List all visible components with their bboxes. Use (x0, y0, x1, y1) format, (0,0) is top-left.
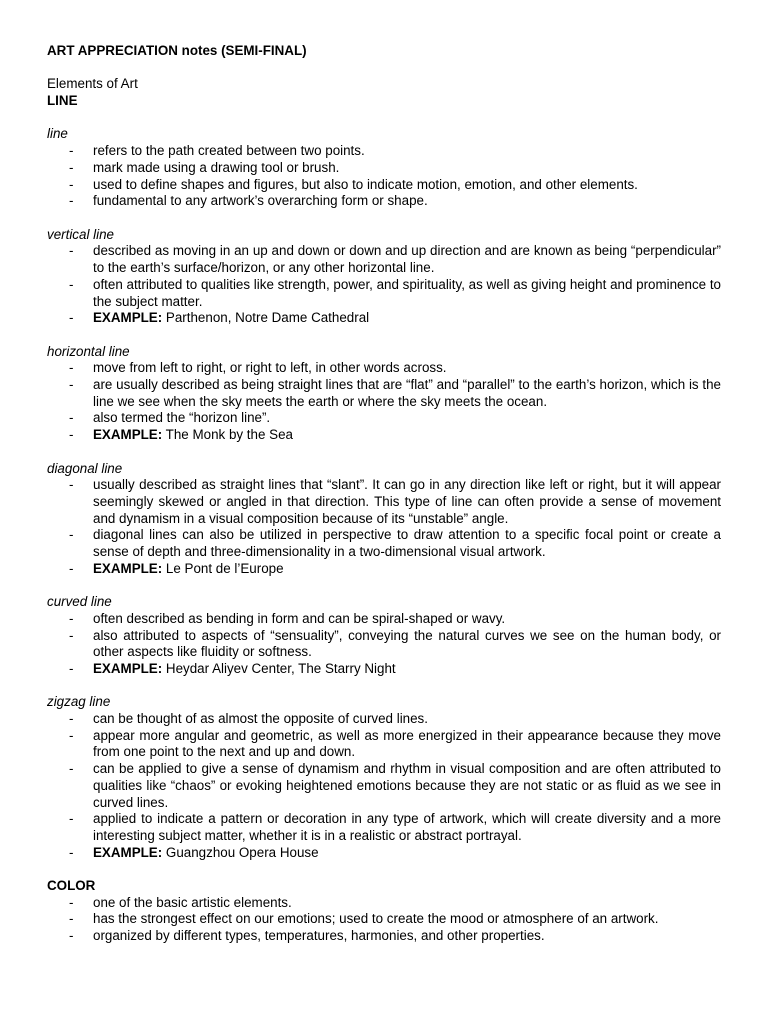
subsection-title: zigzag line (47, 694, 111, 710)
list-item-text: also attributed to aspects of “sensuality”, conveying the natural curves we see on the human body, or other aspects like fluidity or softness. (93, 627, 721, 660)
spacer (47, 678, 721, 695)
dash-bullet: - (69, 143, 74, 159)
dash-bullet: - (69, 627, 74, 643)
subsection-title: vertical line (47, 226, 114, 242)
list-item-text: Heydar Aliyev Center, The Starry Night (162, 660, 396, 676)
dash-bullet: - (69, 844, 74, 860)
subsection-title: horizontal line (47, 343, 130, 359)
list-item-text: organized by different types, temperatures, harmonies, and other properties. (93, 928, 545, 944)
subsection-title: diagonal line (47, 460, 123, 476)
section-heading: LINE (47, 93, 78, 109)
list-item-text: are usually described as being straight lines that are “flat” and “parallel” to the earth’s horizon, which is the line we see when the sky meets the earth or where the sky meets the ocean. (93, 377, 721, 409)
list-item (47, 277, 721, 310)
spacer (47, 210, 721, 227)
list-item-text: appear more angular and geometric, as well as more energized in their appearance because they move from one point to the next and up and down. (93, 727, 721, 760)
dash-bullet: - (69, 928, 74, 944)
list-item-text: can be applied to give a sense of dynamism and rhythm in visual composition and are often attributed to qualities like “chaos” or evoking heightened emotions because they are not static or as fluid as we see in curved lines. (93, 761, 721, 810)
section-heading: COLOR (47, 878, 96, 894)
list-item-text: one of the basic artistic elements. (93, 894, 292, 910)
list-item (47, 160, 721, 177)
list-item-text: Guangzhou Opera House (162, 844, 319, 860)
list-item-text: The Monk by the Sea (162, 427, 293, 443)
list-item (47, 360, 721, 377)
dash-bullet: - (69, 610, 74, 626)
list-item (47, 143, 721, 160)
dash-bullet: - (69, 243, 74, 259)
list-item-text: often attributed to qualities like strength, power, and spirituality, as well as giving height and prominence to the subject matter. (93, 276, 721, 309)
list-item (47, 761, 721, 811)
list-item (47, 911, 721, 928)
list-item (47, 661, 721, 678)
bullet-list (47, 895, 721, 945)
list-item-text: described as moving in an up and down or down and up direction and are known as being “perpendicular” to the earth’s surface/horizon, or any other horizontal line. (93, 243, 721, 276)
list-item (47, 811, 721, 844)
dash-bullet: - (69, 410, 74, 426)
list-item-text: Le Pont de l’Europe (162, 560, 284, 576)
list-item (47, 928, 721, 945)
dash-bullet: - (69, 159, 74, 175)
list-item (47, 895, 721, 912)
list-item (47, 243, 721, 276)
list-item-text: usually described as straight lines that “slant”. It can go in any direction like left or right, but it will appear seemingly skewed or angled in that direction. This type of line can often provide a sense of movement and dynamism in a visual composition because of its “unstable” angle. (93, 477, 721, 526)
dash-bullet: - (69, 711, 74, 727)
example-label: EXAMPLE: (93, 560, 163, 576)
bullet-list (47, 360, 721, 444)
list-item-text: often described as bending in form and can be spiral-shaped or wavy. (93, 610, 506, 626)
list-item (47, 410, 721, 427)
dash-bullet: - (69, 477, 74, 493)
example-label: EXAMPLE: (93, 844, 163, 860)
bullet-list (47, 711, 721, 861)
dash-bullet: - (69, 193, 74, 209)
list-item-text: mark made using a drawing tool or brush. (93, 159, 340, 175)
dash-bullet: - (69, 727, 74, 743)
document-title: ART APPRECIATION notes (SEMI-FINAL) (47, 43, 307, 58)
list-item (47, 628, 721, 661)
intro-text: Elements of Art (47, 76, 138, 92)
dash-bullet: - (69, 377, 74, 392)
dash-bullet: - (69, 176, 74, 192)
list-item (47, 193, 721, 210)
example-label: EXAMPLE: (93, 427, 163, 443)
list-item-text: refers to the path created between two points. (93, 143, 365, 159)
example-label: EXAMPLE: (93, 660, 163, 676)
example-label: EXAMPLE: (93, 310, 163, 326)
bullet-list (47, 611, 721, 678)
list-item (47, 611, 721, 628)
list-item-text: move from left to right, or right to left, in other words across. (93, 360, 447, 376)
sections-container (47, 93, 721, 945)
list-item (47, 377, 721, 410)
list-item (47, 527, 721, 560)
dash-bullet: - (69, 527, 74, 543)
spacer (47, 861, 721, 878)
dash-bullet: - (69, 276, 74, 292)
dash-bullet: - (69, 427, 74, 443)
dash-bullet: - (69, 811, 74, 827)
dash-bullet: - (69, 560, 74, 576)
bullet-list (47, 143, 721, 210)
list-item (47, 427, 721, 444)
dash-bullet: - (69, 660, 74, 676)
list-item-text: can be thought of as almost the opposite of curved lines. (93, 711, 428, 727)
spacer (47, 110, 721, 127)
bullet-list (47, 477, 721, 577)
dash-bullet: - (69, 761, 74, 777)
list-item-text: also termed the “horizon line”. (93, 410, 271, 426)
dash-bullet: - (69, 310, 74, 326)
subsection-title: curved line (47, 594, 112, 610)
list-item (47, 477, 721, 527)
list-item (47, 310, 721, 327)
list-item (47, 177, 721, 194)
list-item (47, 561, 721, 578)
dash-bullet: - (69, 894, 74, 910)
spacer (47, 577, 721, 594)
spacer (47, 60, 721, 77)
list-item-text: fundamental to any artwork’s overarching form or shape. (93, 193, 428, 209)
list-item-text: applied to indicate a pattern or decoration in any type of artwork, which will create diversity and a more interesting subject matter, whether it is in a realistic or abstract portrayal. (93, 811, 721, 843)
list-item-text: used to define shapes and figures, but also to indicate motion, emotion, and other elements. (93, 176, 638, 192)
subsection-title: line (47, 126, 68, 142)
list-item-text: diagonal lines can also be utilized in perspective to draw attention to a specific focal point or create a sense of depth and three-dimensionality in a two-dimensional visual artwork. (93, 527, 721, 560)
list-item-text: Parthenon, Notre Dame Cathedral (162, 310, 370, 326)
dash-bullet: - (69, 911, 74, 927)
list-item-text: has the strongest effect on our emotions; used to create the mood or atmosphere of an artwork. (93, 911, 659, 927)
bullet-list (47, 243, 721, 327)
list-item (47, 711, 721, 728)
dash-bullet: - (69, 360, 74, 376)
spacer (47, 327, 721, 344)
list-item (47, 728, 721, 761)
spacer (47, 444, 721, 461)
list-item (47, 845, 721, 862)
